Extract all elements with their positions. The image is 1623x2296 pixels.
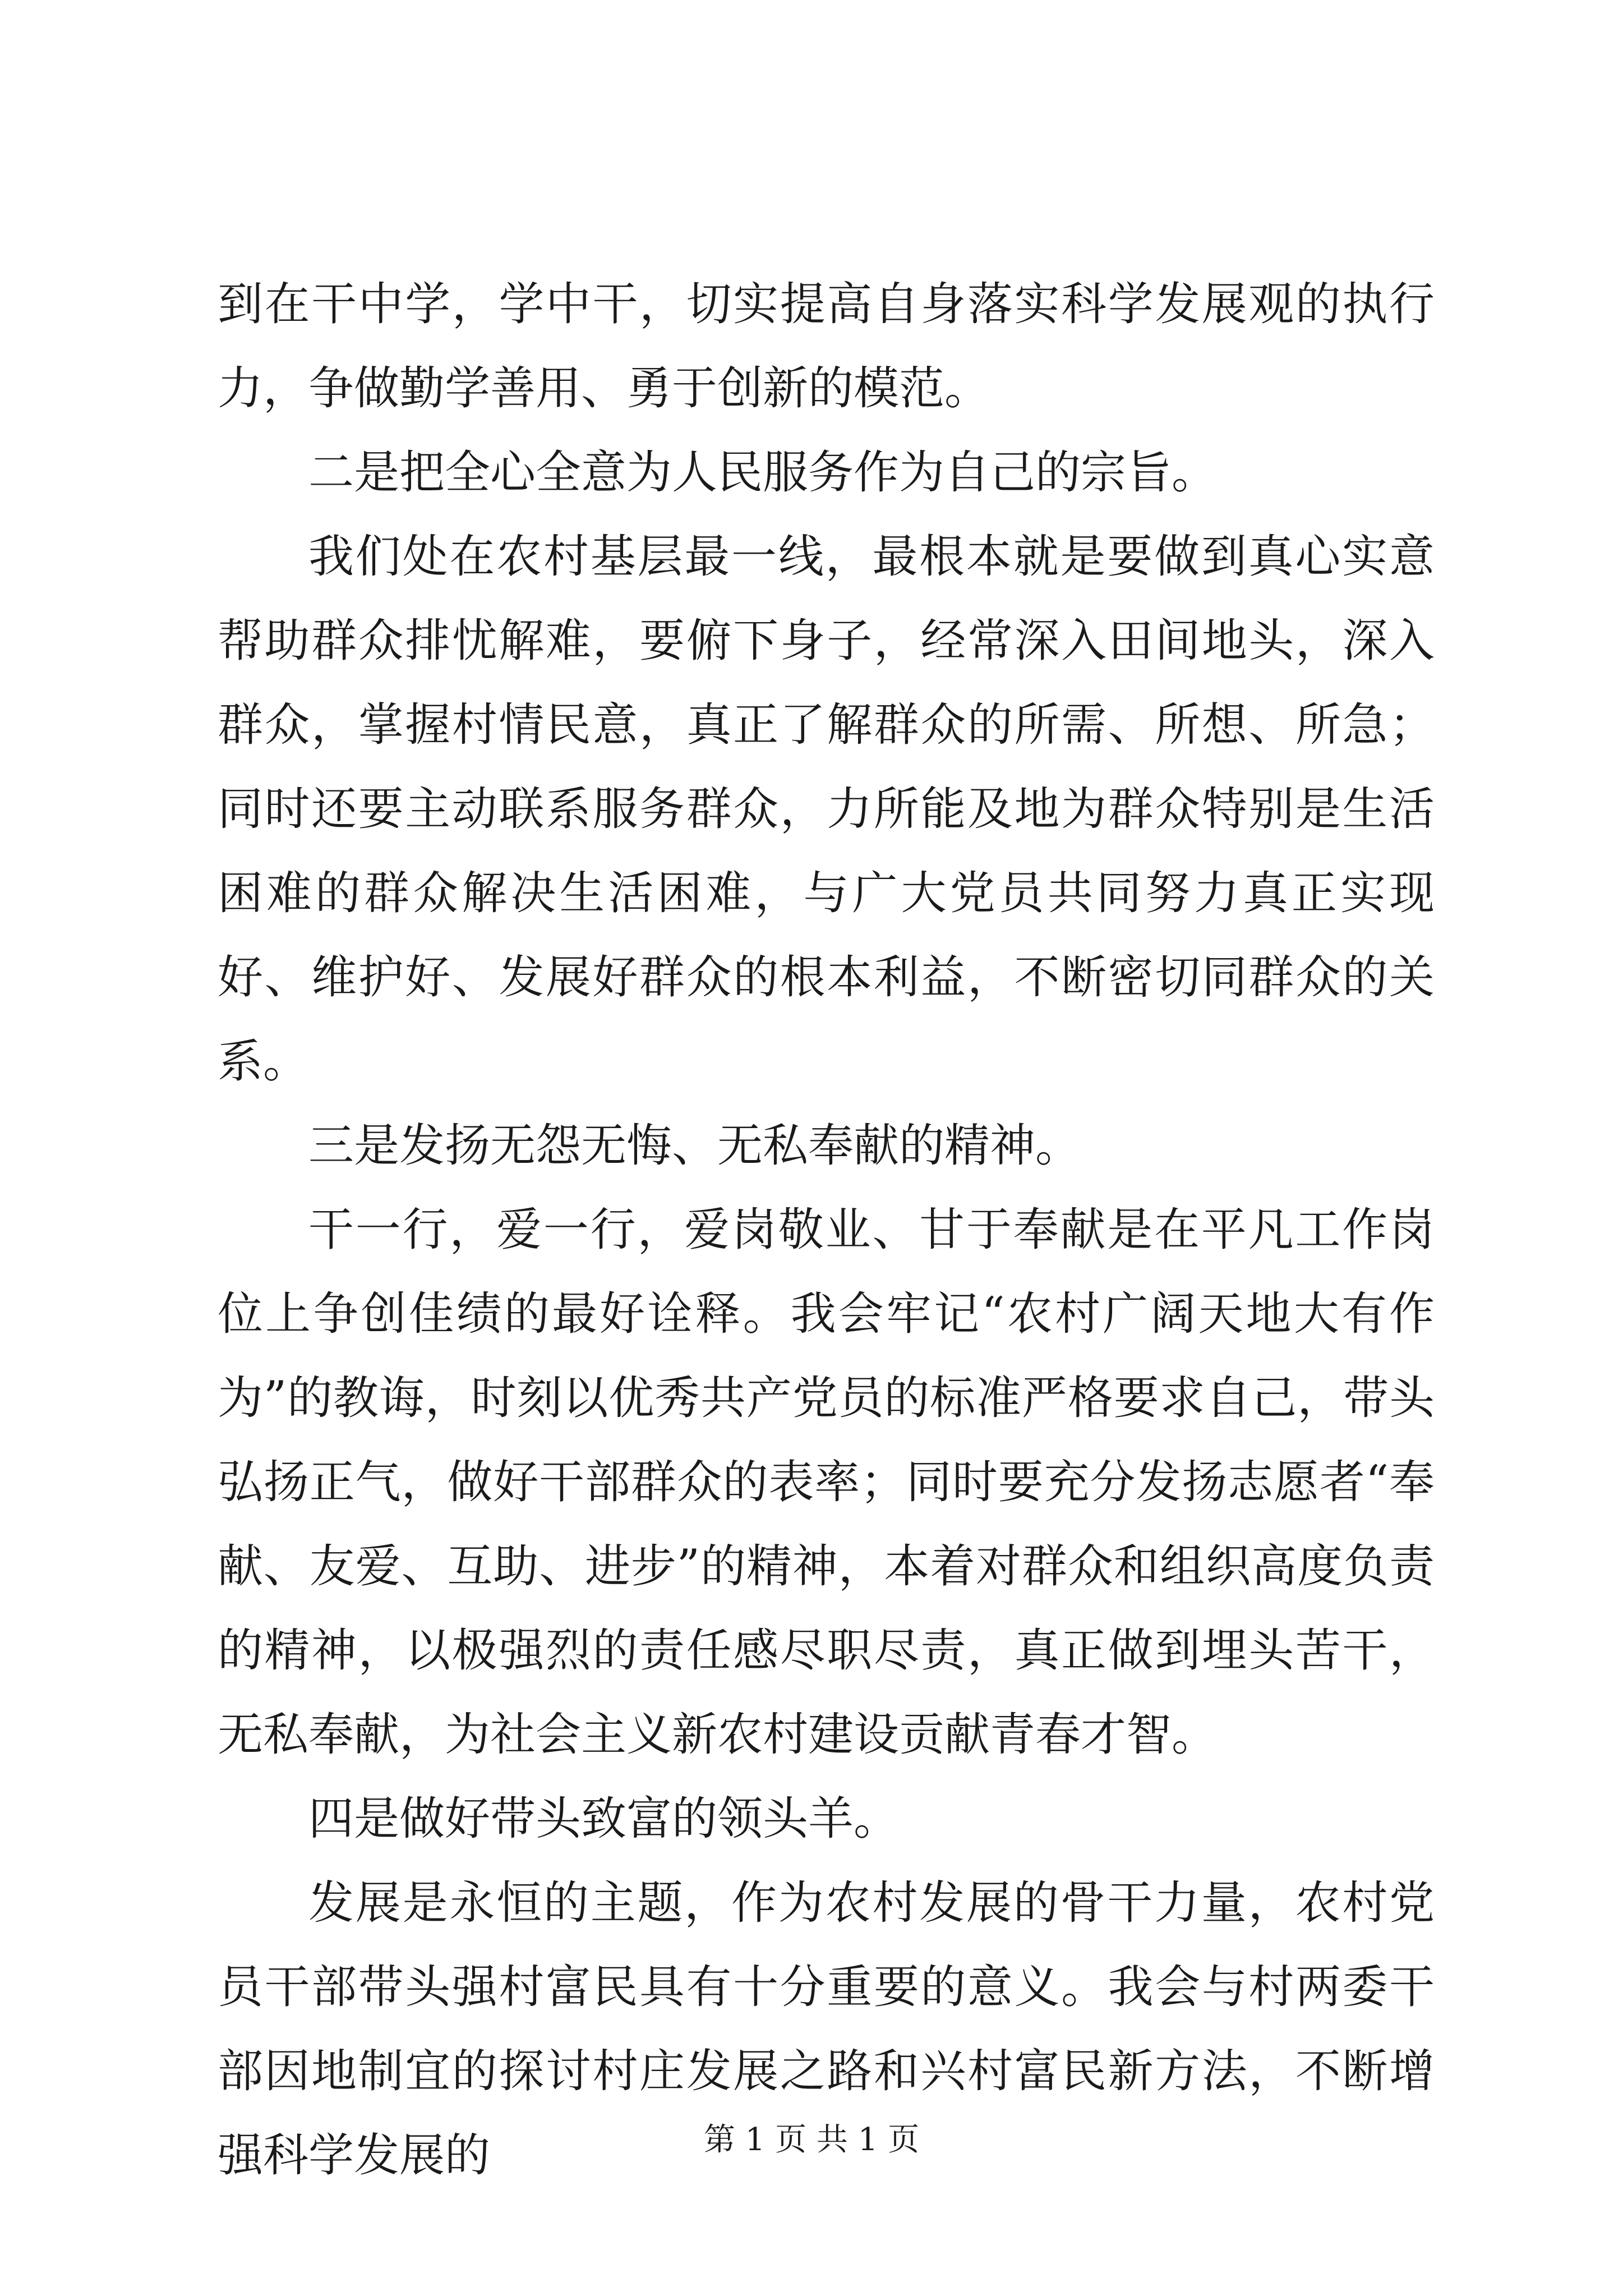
paragraph-2-heading: 二是把全心全意为人民服务作为自己的宗旨。	[308, 447, 1218, 499]
paragraph-4-heading: 三是发扬无怨无悔、无私奉献的精神。	[308, 1120, 1081, 1172]
paragraph-6-heading: 四是做好带头致富的领头羊。	[308, 1793, 900, 1846]
paragraph-3: 我们处在农村基层最一线，最根本就是要做到真心实意帮助群众排忧解难，要俯下身子，经常深入田间地头，深入群众，掌握村情民意，真正了解群众的所需、所想、所急；同时还要主动联系服务群众，力所能及地为群众特别是生活困难的群众解决生活困难，与广大党员共同努力真正实现好、维护好、发展好群众的根本利益，不断密切同群众的关系。	[218, 531, 1435, 1088]
paragraph-1: 到在干中学，学中干，切实提高自身落实科学发展观的执行力，争做勤学善用、勇于创新的模范。	[218, 278, 1435, 415]
paragraph-5: 干一行，爱一行，爱岗敬业、甘于奉献是在平凡工作岗位上争创佳绩的最好诠释。我会牢记“农村广阔天地大有作为”的教诲，时刻以优秀共产党员的标准严格要求自己，带头弘扬正气，做好干部群众的表率；同时要充分发扬志愿者“奉献、友爱、互助、进步”的精神，本着对群众和组织高度负责的精神，以极强烈的责任感尽职尽责，真正做到埋头苦干，无私奉献，为社会主义新农村建设贡献青春才智。	[218, 1204, 1435, 1761]
paragraph-7: 发展是永恒的主题，作为农村发展的骨干力量，农村党员干部带头强村富民具有十分重要的意义。我会与村两委干部因地制宜的探讨村庄发展之路和兴村富民新方法，不断增强科学发展的	[218, 1877, 1435, 2182]
document-body	[218, 263, 1435, 2198]
page-footer: 第 1 页 共 1 页	[703, 2122, 920, 2158]
